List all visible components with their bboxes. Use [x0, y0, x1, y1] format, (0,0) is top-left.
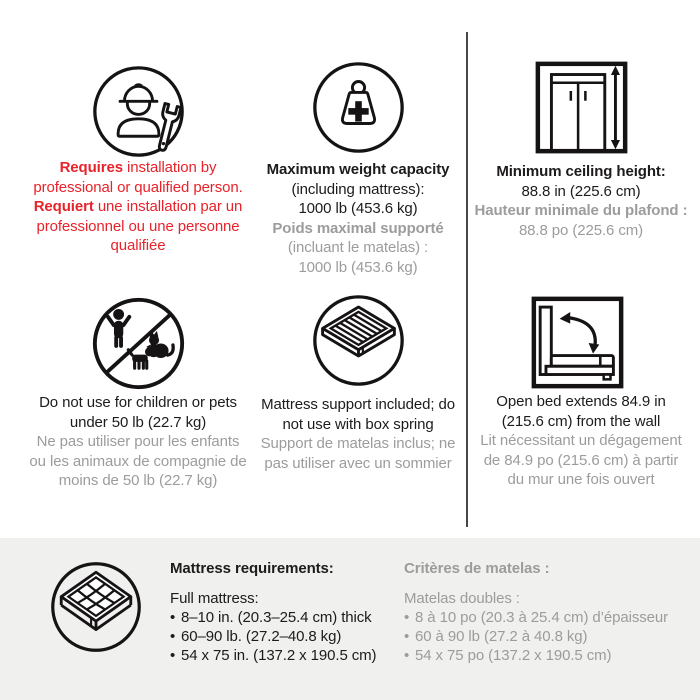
bullet-icon: • [170, 628, 176, 645]
bullet-icon: • [170, 647, 176, 664]
feature-installation-text [16, 158, 260, 256]
feature-no-children-pets-text [14, 393, 262, 491]
mattress-subtitle-fr: Matelas doubles : [404, 590, 520, 607]
text-line: Requiert une installation par un [33, 198, 243, 215]
tufted-mattress-icon [49, 560, 143, 654]
text-line: ou les animaux de compagnie de [29, 452, 247, 470]
installer-wrench-icon [90, 63, 187, 160]
text-line: 88.8 po (225.6 cm) [518, 221, 644, 239]
text-line: 88.8 in (225.6 cm) [521, 182, 641, 200]
cabinet-height-arrow-icon [533, 59, 630, 156]
text-line: Do not use for children or pets [39, 394, 237, 411]
mattress-bullet-en: • 54 x 75 in. (137.2 x 190.5 cm) [170, 647, 377, 664]
text-line: professional or qualified person. [33, 178, 243, 196]
mattress-bullet-fr: • 54 x 75 po (137.2 x 190.5 cm) [404, 647, 612, 664]
text-line: (including mattress): [291, 180, 425, 198]
text-line: Open bed extends 84.9 in [496, 393, 666, 410]
mattress-requirements-title-fr: Critères de matelas : [404, 560, 550, 577]
text-line: 1000 lb (453.6 kg) [298, 258, 418, 276]
text-line: Poids maximal supporté [272, 219, 444, 237]
mattress-requirements-en [170, 559, 400, 665]
text-line: Maximum weight capacity [266, 161, 450, 178]
open-bed-icon [529, 294, 626, 391]
text-line: Support de matelas inclus; ne [260, 435, 456, 452]
weight-plus-icon [310, 59, 407, 156]
text-line: professionnel ou une personne [36, 217, 240, 235]
text-line: du mur une fois ouvert [507, 471, 655, 488]
slatted-platform-icon [310, 292, 407, 389]
feature-ceiling-height-text [468, 162, 694, 240]
text-line: Lit nécessitant un dégagement [480, 432, 682, 449]
text-line: pas utiliser avec un sommier [264, 454, 452, 472]
mattress-bullet-en: • 8–10 in. (20.3–25.4 cm) thick [170, 609, 372, 626]
text-line: Requires installation by [59, 159, 217, 176]
text-line: Hauteur minimale du plafond : [474, 202, 688, 219]
mattress-subtitle-en: Full mattress: [170, 590, 259, 607]
mattress-requirements-fr [404, 559, 684, 665]
feature-open-bed-text [466, 392, 696, 490]
text-line: Mattress support included; do [261, 396, 455, 413]
text-line: (215.6 cm) from the wall [501, 412, 661, 430]
text-line: qualifiée [110, 237, 166, 254]
text-line: Ne pas utiliser pour les enfants [36, 433, 240, 450]
mattress-bullet-fr: • 60 à 90 lb (27.2 à 40.8 kg) [404, 628, 588, 645]
mattress-bullet-en: • 60–90 lb. (27.2–40.8 kg) [170, 628, 342, 645]
text-line: under 50 lb (22.7 kg) [69, 413, 207, 431]
feature-mattress-support-text [246, 395, 470, 473]
text-line: (incluant le matelas) : [287, 239, 429, 256]
text-line: moins de 50 lb (22.7 kg) [58, 472, 218, 489]
mattress-bullet-fr: • 8 à 10 po (20.3 à 25.4 cm) d’épaisseur [404, 609, 669, 626]
bullet-icon: • [170, 609, 176, 626]
feature-max-weight-text [246, 160, 470, 277]
bullet-icon: • [404, 628, 410, 645]
mattress-requirements-section [0, 538, 700, 700]
text-line: de 84.9 po (215.6 cm) à partir [483, 451, 679, 469]
text-line: Minimum ceiling height: [496, 163, 666, 180]
bullet-icon: • [404, 647, 410, 664]
bullet-icon: • [404, 609, 410, 626]
no-children-pets-icon [90, 295, 187, 392]
text-line: 1000 lb (453.6 kg) [298, 200, 418, 217]
mattress-requirements-title-en: Mattress requirements: [170, 560, 334, 577]
text-line: not use with box spring [282, 415, 434, 433]
